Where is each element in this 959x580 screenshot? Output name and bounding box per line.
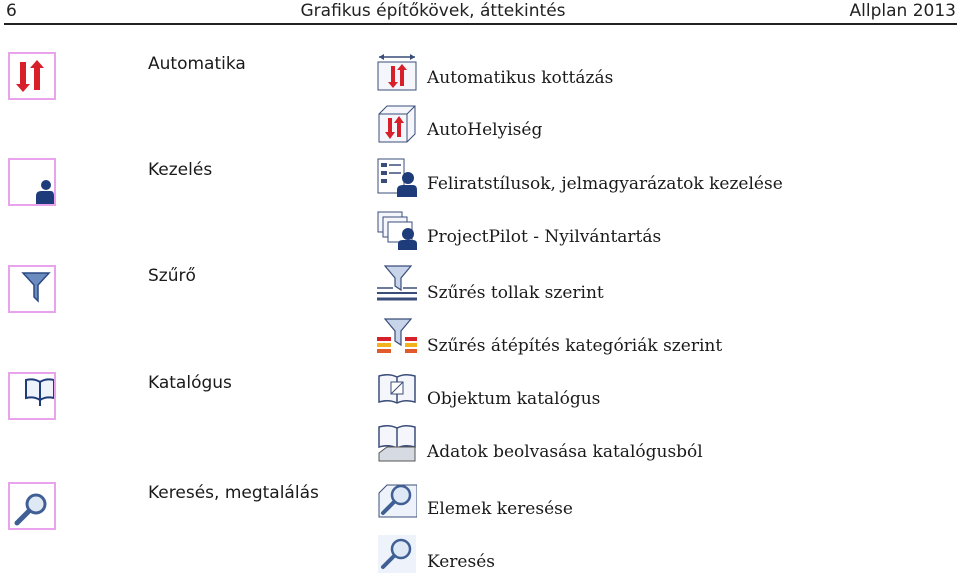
category-kezeles — [8, 158, 56, 206]
category-automatika — [8, 52, 56, 100]
read-catalog-icon — [377, 423, 417, 463]
tool-label: Szűrés átépítés kategóriák szerint — [427, 336, 723, 356]
tool-label: Szűrés tollak szerint — [427, 283, 604, 303]
category-label-katalogus: Katalógus — [148, 373, 232, 393]
page-header — [0, 0, 959, 24]
magnifier-icon — [8, 482, 56, 530]
category-label-automatika: Automatika — [148, 54, 246, 74]
page-title: Grafikus építőkövek, áttekintés — [300, 1, 566, 21]
category-label-kereses: Keresés, megtalálás — [148, 483, 319, 503]
tool-label: AutoHelyiség — [427, 120, 543, 140]
header-rule — [4, 23, 957, 25]
auto-room-icon — [377, 104, 417, 144]
tool-label: Elemek keresése — [427, 499, 573, 519]
product-name: Allplan 2013 — [849, 1, 956, 21]
tool-label: Adatok beolvasása katalógusból — [427, 442, 703, 462]
category-label-szuro: Szűrő — [148, 266, 196, 286]
person-icon — [8, 158, 56, 206]
search-icon — [377, 534, 417, 574]
tool-label: Objektum katalógus — [427, 389, 601, 409]
tool-label: ProjectPilot - Nyilvántartás — [427, 227, 662, 247]
filter-pens-icon — [377, 264, 417, 304]
category-kereses — [8, 482, 56, 530]
filter-renovation-icon — [377, 317, 417, 357]
object-catalog-icon — [377, 370, 417, 410]
category-szuro — [8, 265, 56, 313]
page-number: 6 — [6, 1, 17, 21]
auto-arrows-icon — [8, 52, 56, 100]
funnel-icon — [8, 265, 56, 313]
find-elements-icon — [377, 479, 417, 519]
projectpilot-icon — [377, 210, 417, 250]
book-icon — [8, 372, 56, 420]
tool-label: Automatikus kottázás — [427, 68, 614, 88]
category-label-kezeles: Kezelés — [148, 160, 213, 180]
auto-dimension-icon — [377, 52, 417, 92]
label-styles-icon — [377, 157, 417, 197]
category-katalogus — [8, 372, 56, 420]
tool-label: Feliratstílusok, jelmagyarázatok kezelése — [427, 174, 783, 194]
tool-label: Keresés — [427, 552, 495, 572]
